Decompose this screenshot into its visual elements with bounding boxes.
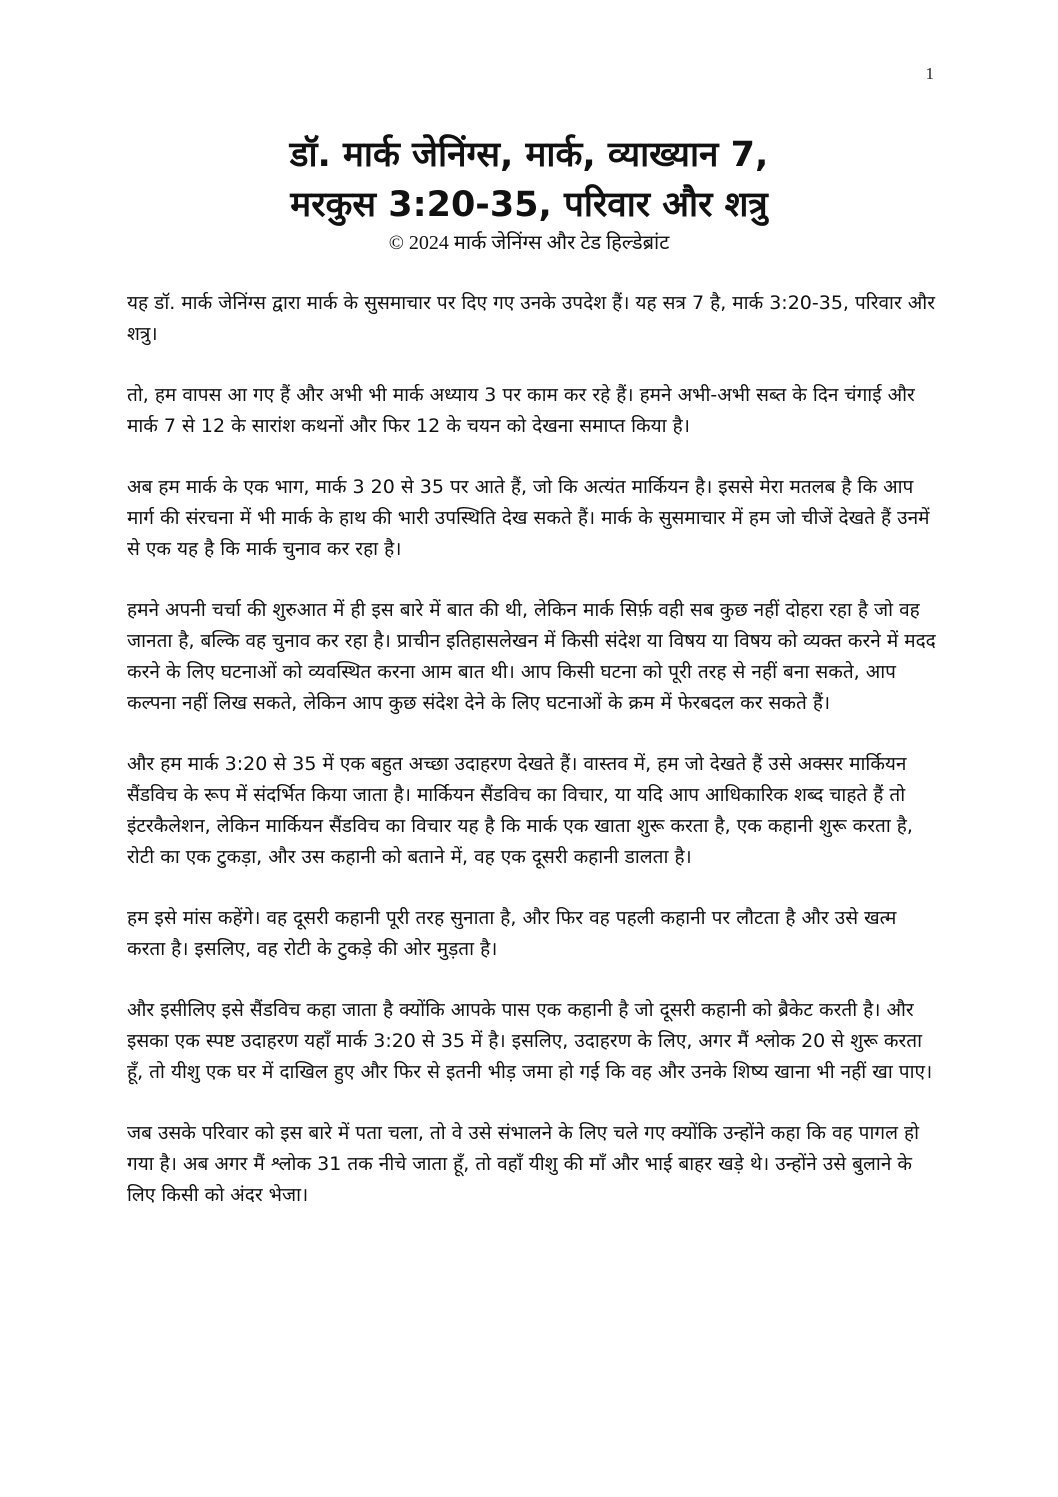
title-block	[90, 130, 968, 256]
page-number: 1	[925, 64, 934, 83]
paragraph: और इसीलिए इसे सैंडविच कहा जाता है क्योंकि आपके पास एक कहानी है जो दूसरी कहानी को ब्रैकेट करती है। और इसका एक स्पष्ट उदाहरण यहाँ मार्क 3:20 से 35 में है। इसलिए, उदाहरण के लिए, अगर मैं श्लोक 20 से शुरू करता हूँ, तो यीशु एक घर में दाखिल हुए और फिर से इतनी भीड़ जमा हो गई कि वह और उनके शिष्य खाना भी नहीं खा पाए।	[127, 999, 933, 1083]
body-text	[127, 288, 937, 1241]
copyright-notice: © 2024 मार्क जेनिंग्स और टेड हिल्डेब्रांट	[388, 232, 670, 254]
paragraph: हमने अपनी चर्चा की शुरुआत में ही इस बारे में बात की थी, लेकिन मार्क सिर्फ़ वही सब कुछ नहीं दोहरा रहा है जो वह जानता है, बल्कि वह चुनाव कर रहा है। प्राचीन इतिहासलेखन में किसी संदेश या विषय या विषय को व्यक्त करने में मदद करने के लिए घटनाओं को व्यवस्थित करना आम बात थी। आप किसी घटना को पूरी तरह से नहीं बना सकते, आप कल्पना नहीं लिख सकते, लेकिन आप कुछ संदेश देने के लिए घटनाओं के क्रम में फेरबदल कर सकते हैं।	[127, 599, 936, 714]
paragraph: जब उसके परिवार को इस बारे में पता चला, तो वे उसे संभालने के लिए चले गए क्योंकि उन्होंने कहा कि वह पागल हो गया है। अब अगर मैं श्लोक 31 तक नीचे जाता हूँ, तो वहाँ यीशु की माँ और भाई बाहर खड़े थे। उन्होंने उसे बुलाने के लिए किसी को अंदर भेजा।	[127, 1122, 919, 1206]
page-title-line-1: डॉ. मार्क जेनिंग्स, मार्क, व्याख्यान 7,	[289, 135, 769, 175]
paragraph: और हम मार्क 3:20 से 35 में एक बहुत अच्छा उदाहरण देखते हैं। वास्तव में, हम जो देखते हैं उसे अक्सर मार्कियन सैंडविच के रूप में संदर्भित किया जाता है। मार्कियन सैंडविच का विचार, या यदि आप आधिकारिक शब्द चाहते हैं तो इंटरकैलेशन, लेकिन मार्कियन सैंडविच का विचार यह है कि मार्क एक खाता शुरू करता है, एक कहानी शुरू करता है, रोटी का एक टुकड़ा, और उस कहानी को बताने में, वह एक दूसरी कहानी डालता है।	[127, 753, 913, 868]
paragraph: तो, हम वापस आ गए हैं और अभी भी मार्क अध्याय 3 पर काम कर रहे हैं। हमने अभी-अभी सब्त के दिन चंगाई और मार्क 7 से 12 के सारांश कथनों और फिर 12 के चयन को देखना समाप्त किया है।	[127, 384, 915, 437]
paragraph: यह डॉ. मार्क जेनिंग्स द्वारा मार्क के सुसमाचार पर दिए गए उनके उपदेश हैं। यह सत्र 7 है, मार्क 3:20-35, परिवार और शत्रु।	[127, 292, 935, 345]
paragraph: अब हम मार्क के एक भाग, मार्क 3 20 से 35 पर आते हैं, जो कि अत्यंत मार्कियन है। इससे मेरा मतलब है कि आप मार्ग की संरचना में भी मार्क के हाथ की भारी उपस्थिति देख सकते हैं। मार्क के सुसमाचार में हम जो चीजें देखते हैं उनमें से एक यह है कि मार्क चुनाव कर रहा है।	[127, 476, 930, 560]
page-title-line-2: मरकुस 3:20-35, परिवार और शत्रु	[290, 185, 768, 225]
paragraph: हम इसे मांस कहेंगे। वह दूसरी कहानी पूरी तरह सुनाता है, और फिर वह पहली कहानी पर लौटता है और उसे खत्म करता है। इसलिए, वह रोटी के टुकड़े की ओर मुड़ता है।	[127, 907, 897, 960]
